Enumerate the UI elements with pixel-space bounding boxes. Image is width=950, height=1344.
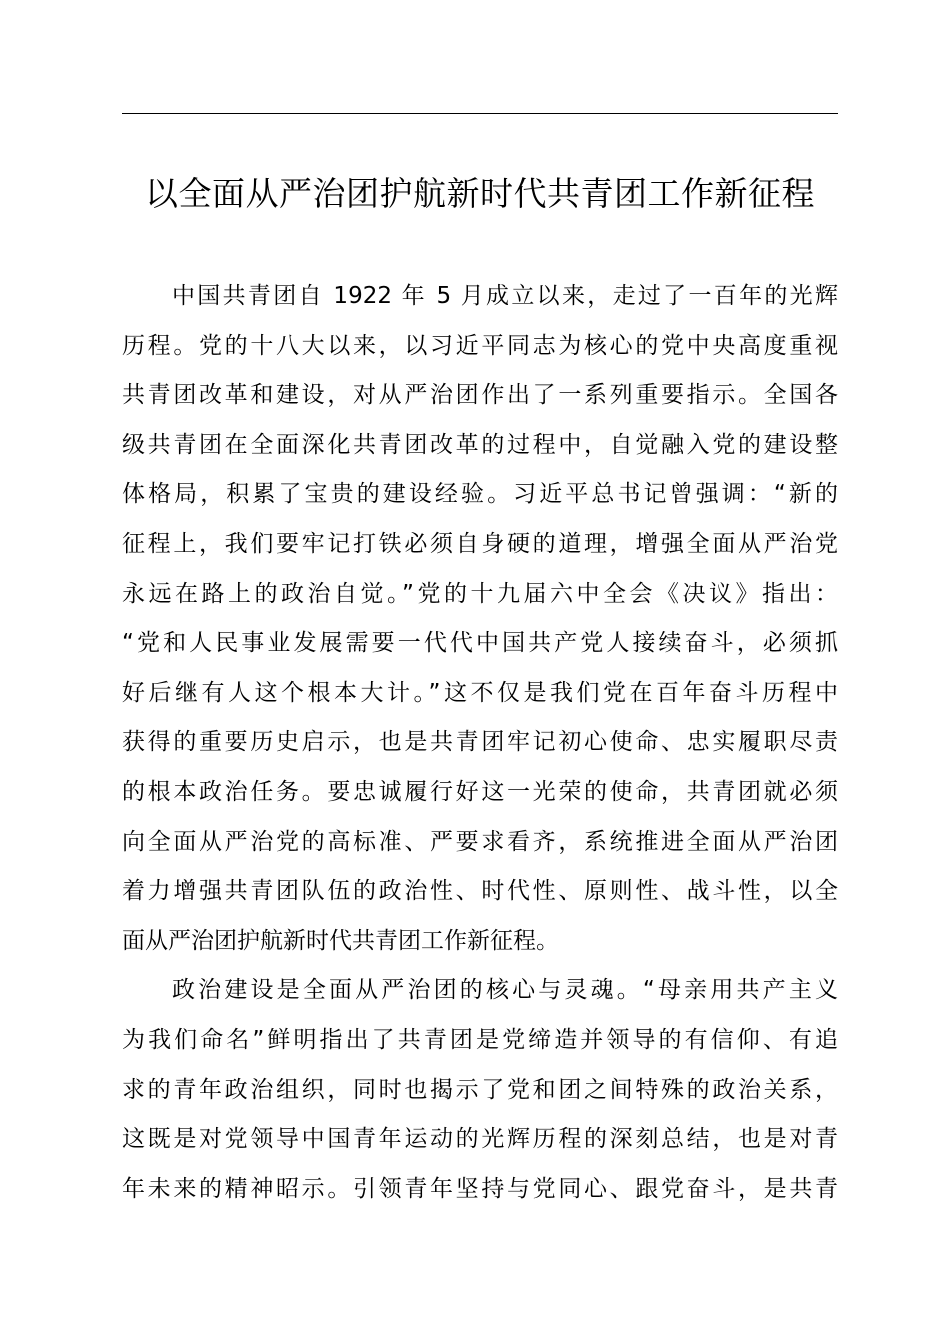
paragraph-1-line-4: 级共青团在全面深化共青团改革的过程中，自觉融入党的建设整 xyxy=(122,431,838,458)
paragraph-1-line-7: 永远在路上的政治自觉。”党的十九届六中全会《决议》指出： xyxy=(122,580,838,607)
paragraph-1-line-8: “党和人民事业发展需要一代代中国共产党人接续奋斗，必须抓 xyxy=(122,630,838,657)
paragraph-1-line-2: 历程。党的十八大以来，以习近平同志为核心的党中央高度重视 xyxy=(122,332,838,359)
header-rule xyxy=(122,113,838,114)
paragraph-2-line-5: 年未来的精神昭示。引领青年坚持与党同心、跟党奋斗，是共青 xyxy=(122,1175,838,1202)
paragraph-2-line-4: 这既是对党领导中国青年运动的光辉历程的深刻总结，也是对青 xyxy=(122,1126,838,1153)
paragraph-1-line-13: 着力增强共青团队伍的政治性、时代性、原则性、战斗性，以全 xyxy=(122,878,838,905)
paragraph-1-line-6: 征程上，我们要牢记打铁必须自身硬的道理，增强全面从严治党 xyxy=(122,530,838,557)
paragraph-2-line-1: 政治建设是全面从严治团的核心与灵魂。“母亲用共产主义 xyxy=(172,977,838,1004)
paragraph-2-line-3: 求的青年政治组织，同时也揭示了党和团之间特殊的政治关系， xyxy=(122,1076,838,1103)
paragraph-2-line-2: 为我们命名”鲜明指出了共青团是党缔造并领导的有信仰、有追 xyxy=(122,1026,838,1053)
paragraph-1-line-11: 的根本政治任务。要忠诚履行好这一光荣的使命，共青团就必须 xyxy=(122,778,838,805)
paragraph-1-line-10: 获得的重要历史启示，也是共青团牢记初心使命、忠实履职尽责 xyxy=(122,729,838,756)
paragraph-1-line-12: 向全面从严治党的高标准、严要求看齐，系统推进全面从严治团 xyxy=(122,828,838,855)
paragraph-1-line-14: 面从严治团护航新时代共青团工作新征程。 xyxy=(122,927,559,954)
document-title: 以全面从严治团护航新时代共青团工作新征程 xyxy=(145,174,815,213)
paragraph-1-line-1: 中国共青团自 1922 年 5 月成立以来，走过了一百年的光辉 xyxy=(172,283,838,309)
document-body xyxy=(122,272,838,1214)
paragraph-1-line-3: 共青团改革和建设，对从严治团作出了一系列重要指示。全国各 xyxy=(122,382,838,409)
paragraph-1-line-5: 体格局，积累了宝贵的建设经验。习近平总书记曾强调：“新的 xyxy=(122,481,838,508)
paragraph-1-line-9: 好后继有人这个根本大计。”这不仅是我们党在百年奋斗历程中 xyxy=(122,679,838,706)
